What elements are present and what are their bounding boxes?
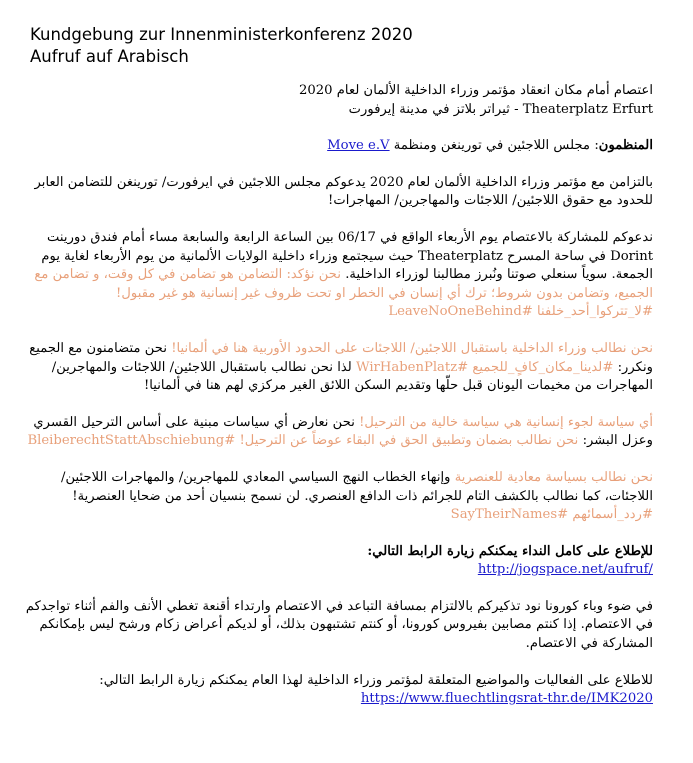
paragraph-4 [20, 414, 653, 451]
document-subtitle: Aufruf auf Arabisch [30, 47, 189, 66]
arabic-call-text [20, 82, 653, 727]
paragraph-3-text-2: لذا نحن نطالب باستقبال اللاجئين/ اللاجئات والمهاجرين/ المهاجرات من مخيمات اليونان قبل حلّها وتقديم السكن اللائق الغير مركزي لهم هنا في ألمانيا! [51, 359, 653, 394]
paragraph-3-text-1: نحن متضامنون مع الجميع ونكرر: [29, 340, 653, 375]
organizer-text: : مجلس اللاجئين في تورينغن ومنظمة [393, 138, 599, 154]
aufruf-link[interactable]: http://jogspace.net/aufruf/ [477, 562, 653, 578]
paragraph-1: بالتزامن مع مؤتمر وزراء الداخلية الألمان لعام 2020 يدعوكم مجلس اللاجئين في ايرفورت/ تورينغن للتضامن العابر للحدود مع حقوق اللاجئين/ اللاجئات والمهاجرين/ المهاجرات! [34, 174, 653, 209]
paragraph-5-highlight-2: #ردد_أسمائهم #SayTheirNames [450, 507, 653, 523]
document-header [30, 24, 413, 68]
paragraph-4-highlight-2: نحن نطالب بضمان وتطبيق الحق في البقاء عوضاً عن الترحيل! #BleiberechtStattAbschiebung [27, 433, 579, 449]
events-link-label: للاطلاع على الفعاليات والمواضيع المتعلقة لمؤتمر وزراء الداخلية لهذا العام يمكنكم زيارة الرابط التالي: [99, 672, 653, 688]
intro-line-2: Theaterplatz Erfurt - ثيراتر بلاتز في مدينة إيرفورت [348, 101, 653, 117]
events-link-block [20, 672, 653, 709]
move-ev-link[interactable]: Move e.V [327, 138, 390, 154]
paragraph-2 [20, 229, 653, 322]
intro-line-1: اعتصام أمام مكان انعقاد مؤتمر وزراء الداخلية الألمان لعام 2020 [299, 83, 653, 98]
paragraph-5-text-1: وإنهاء الخطاب النهج السياسي المعادي للمهاجرين/ والمهاجرات اللاجئين/ اللاجئات، كما نطالب بالكشف التام للجرائم ذات الدافع العنصري. لن نسمح بنسيان أحد من ضحايا العنصرية! [61, 469, 653, 504]
organizer-block [20, 137, 653, 156]
paragraph-2-text: ندعوكم للمشاركة بالاعتصام يوم الأربعاء الواقع في 06/17 بين الساعة الرابعة والسابعة مساء أمام فندق دورينت Dorint في ساحة المسرح Theaterplatz حيث سيجتمع وزراء داخلية الولايات الألمانية من يوم الأربعاء لغاية يوم الجمعة. سوياً سنعلي صوتنا ونُبرز مطالبنا لوزراء الداخلية. [41, 229, 653, 283]
paragraph-3-highlight-1: نحن نطالب وزراء الداخلية باستقبال اللاجئين/ اللاجئات على الحدود الأوربية هنا في ألمانيا! [171, 340, 653, 356]
paragraph-3 [20, 340, 653, 396]
call-link-label: للإطلاع على كامل النداء يمكنكم زيارة الرابط التالي: [367, 543, 653, 559]
organizer-label: المنظمون [598, 138, 653, 154]
call-link-block [20, 543, 653, 580]
paragraph-4-highlight-1: أي سياسة لجوء إنسانية هي سياسة خالية من الترحيل! [359, 414, 653, 430]
imk2020-link[interactable]: https://www.fluechtlingsrat-thr.de/IMK2020 [360, 691, 653, 707]
paragraph-3-highlight-2: #لدينا_مكان_كافٍ_للجميع #WirHabenPlatz [356, 359, 614, 375]
intro-block [20, 82, 653, 119]
document-title: Kundgebung zur Innenministerkonferenz 2020 [30, 25, 413, 44]
paragraph-2-highlight: نحن نؤكد: التضامن هو تضامن في كل وقت، و تضامن مع الجميع، وتضامن بدون شروط؛ ترك أي إنسان في الخطر او تحت ظروف غير إنسانية هو غير مقبول! #لا_تتركوا_أحد_خلفنا #LeaveNoOneBehind [34, 267, 653, 320]
paragraph-5-highlight-1: نحن نطالب بسياسة معادية للعنصرية [454, 469, 653, 485]
paragraph-4-text-1: نحن نعارض أي سياسات مبنية على أساس الترحيل القسري وعزل البشر: [33, 414, 653, 449]
corona-notice: في ضوء وباء كورونا نود تذكيركم بالالتزام بمسافة التباعد في الاعتصام وارتداء أقنعة تغطي الأنف والفم أثناء تواجدكم في الاعتصام. إذا كنتم مصابين بفيروس كورونا، أو كنتم تشتبهون بذلك، أو لديكم أعراض زكام ورشح ليس بإمكانكم المشاركة في الاعتصام. [25, 598, 653, 652]
paragraph-5 [20, 469, 653, 525]
